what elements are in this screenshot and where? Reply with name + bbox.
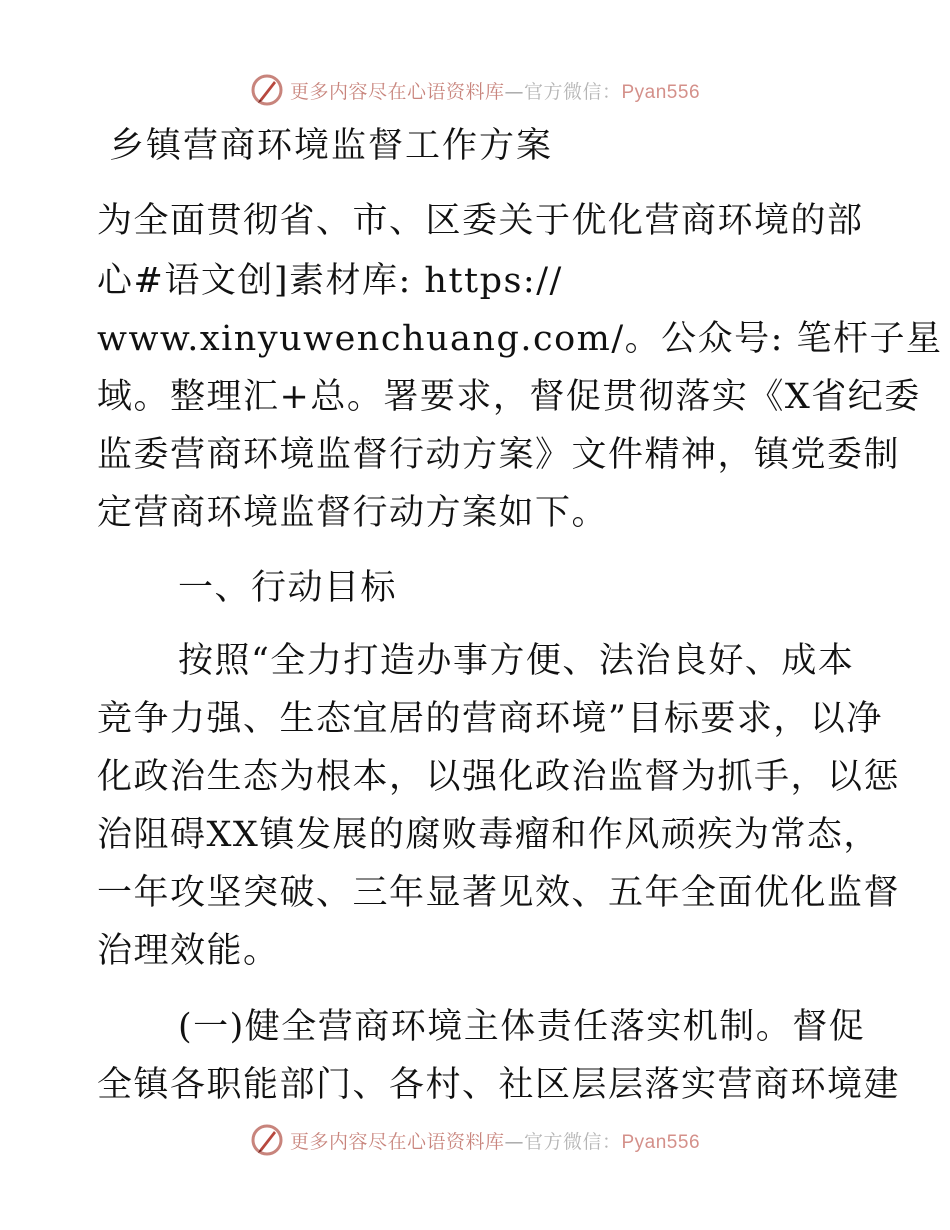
document-title: 乡镇营商环境监督工作方案 bbox=[109, 126, 554, 166]
body-line-9: 竞争力强、生态宜居的营商环境”目标要求，以净 bbox=[97, 699, 883, 739]
footer-watermark bbox=[0, 1120, 950, 1160]
quill-pen-logo-icon bbox=[250, 1123, 284, 1157]
body-line-3: www.xinyuwenchuang.com/。公众号: 笔杆子星 bbox=[97, 319, 943, 359]
body-line-11: 治阻碍XX镇发展的腐败毒瘤和作风顽疾为常态， bbox=[97, 815, 880, 855]
body-line-6: 定营商环境监督行动方案如下。 bbox=[97, 493, 609, 533]
watermark-text: 更多内容尽在心语资料库—官方微信：Pyan556 bbox=[289, 1130, 701, 1153]
subsection-line-2: 全镇各职能部门、各村、社区层层落实营商环境建 bbox=[97, 1065, 901, 1105]
body-line-13: 治理效能。 bbox=[97, 931, 280, 971]
watermark-text: 更多内容尽在心语资料库—官方微信：Pyan556 bbox=[289, 80, 701, 103]
subsection-line-1: (一)健全营商环境主体责任落实机制。督促 bbox=[178, 1007, 866, 1047]
body-line-5: 监委营商环境监督行动方案》文件精神，镇党委制 bbox=[97, 435, 901, 475]
body-line-2: 心#语文创]素材库: https:// bbox=[97, 261, 563, 301]
body-line-10: 化政治生态为根本，以强化政治监督为抓手，以惩 bbox=[97, 757, 901, 797]
section-heading: 一、行动目标 bbox=[178, 568, 398, 608]
body-line-1: 为全面贯彻省、市、区委关于优化营商环境的部 bbox=[97, 201, 864, 241]
header-watermark bbox=[0, 70, 950, 110]
body-line-8: 按照“全力打造办事方便、法治良好、成本 bbox=[178, 641, 855, 681]
quill-pen-logo-icon bbox=[250, 73, 284, 107]
body-line-4: 域。整理汇+总。署要求，督促贯彻落实《X省纪委 bbox=[97, 377, 921, 417]
body-line-12: 一年攻坚突破、三年显著见效、五年全面优化监督 bbox=[97, 873, 901, 913]
